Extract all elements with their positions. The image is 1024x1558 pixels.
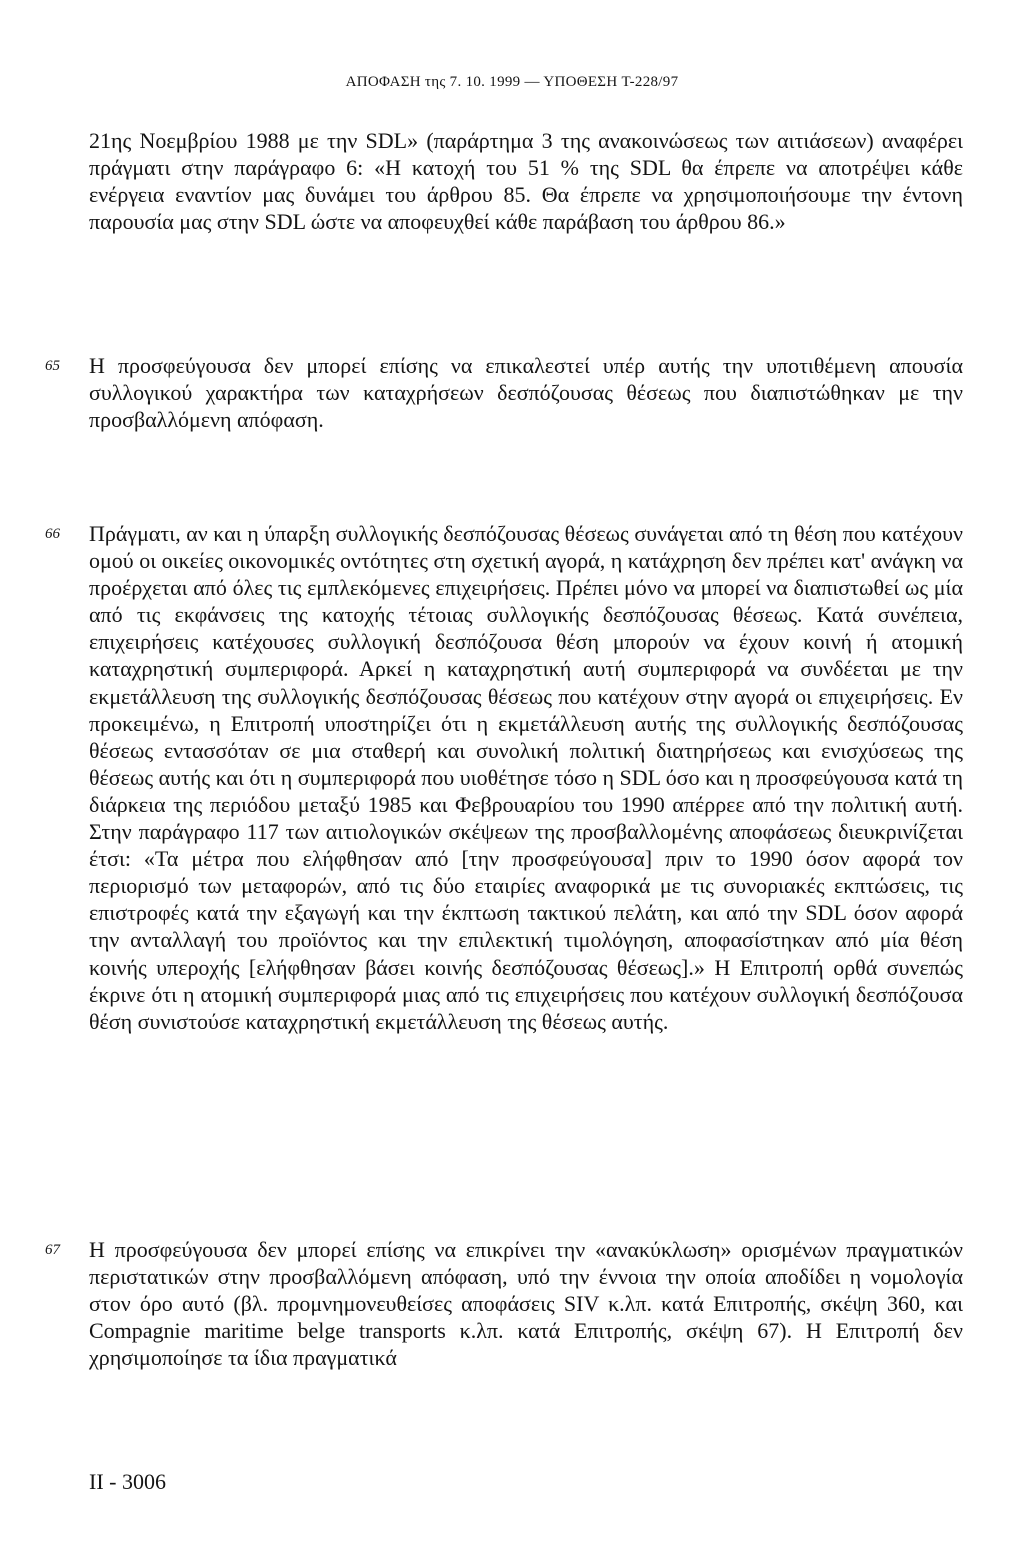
paragraph-65-text: Η προσφεύγουσα δεν μπορεί επίσης να επικαλεστεί υπέρ αυτής την υποτιθέμενη απουσία συλλογικού χαρακτήρα των καταχρήσεων δεσπόζουσας θέσεως που διαπιστώθηκαν με την προσβαλλόμενη απόφαση. [89,353,963,433]
paragraph-number-65: 65 [45,358,60,374]
paragraph-67-text: Η προσφεύγουσα δεν μπορεί επίσης να επικρίνει την «ανακύκλωση» ορισμένων πραγματικών περιστατικών στην προσβαλλόμενη απόφαση, υπό την έννοια την οποία αποδίδει η νομολογία στον όρο αυτό (βλ. προμνημονευθείσες αποφάσεις SIV κ.λπ. κατά Επιτροπής, σκέψη 360, και Compagnie maritime belge transports κ.λπ. κατά Επιτροπής, σκέψη 67). Η Επιτροπή δεν χρησιμοποίησε τα ίδια πραγματικά [89,1237,963,1371]
paragraph-number-67: 67 [45,1242,60,1258]
page-number: II - 3006 [89,1469,166,1494]
paragraph-number-66: 66 [45,526,60,542]
running-header: ΑΠΟΦΑΣΗ της 7. 10. 1999 — ΥΠΟΘΕΣΗ T-228/97 [345,74,679,90]
paragraph-66-text: Πράγματι, αν και η ύπαρξη συλλογικής δεσπόζουσας θέσεως συνάγεται από τη θέση που κατέχουν ομού οι οικείες οικονομικές οντότητες στη σχετική αγορά, η κατάχρηση δεν πρέπει κατ' ανάγκη να προέρχεται από όλες τις εμπλεκόμενες επιχειρήσεις. Πρέπει μόνο να μπορεί να διαπιστωθεί ως μία από τις εκφάνσεις της κατοχής τέτοιας συλλογικής δεσπόζουσας θέσεως. Κατά συνέπεια, επιχειρήσεις κατέχουσες συλλογική δεσπόζουσα θέση μπορούν να έχουν κοινή ή ατομική καταχρηστική συμπεριφορά. Αρκεί η καταχρηστική αυτή συμπεριφορά να συνδέεται με την εκμετάλλευση της συλλογικής δεσπόζουσας θέσεως που κατέχουν στην αγορά οι επιχειρήσεις. Εν προκειμένω, η Επιτροπή υποστηρίζει ότι η εκμετάλλευση αυτής της συλλογικής δεσπόζουσας θέσεως εντασσόταν σε μια σταθερή και συνολική πολιτική διατηρήσεως και ενισχύσεως της θέσεως αυτής και ότι η συμπεριφορά που υιοθέτησε τόσο η SDL όσο και η προσφεύγουσα κατά τη διάρκεια της περιόδου μεταξύ 1985 και Φεβρουαρίου του 1990 απέρρεε από την πολιτική αυτή. Στην παράγραφο 117 των αιτιολογικών σκέψεων της προσβαλλομένης αποφάσεως διευκρινίζεται έτσι: «Τα μέτρα που ελήφθησαν από [την προσφεύγουσα] πριν το 1990 όσον αφορά τον περιορισμό των μεταφορών, από τις δύο εταιρίες αναφορικά με τις συνοριακές εκπτώσεις, τις επιστροφές κατά την εξαγωγή και την έκπτωση τακτικού πελάτη, και από την SDL όσον αφορά την ανταλλαγή του προϊόντος και την επιλεκτική τιμολόγηση, αποφασίστηκαν από μία θέση κοινής υπεροχής [ελήφθησαν βάσει κοινής δεσπόζουσας θέσεως].» Η Επιτροπή ορθά συνεπώς έκρινε ότι η ατομική συμπεριφορά μιας από τις επιχειρήσεις που κατέχουν συλλογική δεσπόζουσα θέση συνιστούσε καταχρηστική εκμετάλλευση της θέσεως αυτής. [89,521,963,1034]
quote-continuation: 21ης Νοεμβρίου 1988 με την SDL» (παράρτημα 3 της ανακοινώσεως των αιτιάσεων) αναφέρει πράγματι στην παράγραφο 6: «Η κατοχή του 51 % της SDL θα έπρεπε να αποτρέψει κάθε ενέργεια εναντίον μας δυνάμει του άρθρου 85. Θα έπρεπε να χρησιμοποιήσουμε την έντονη παρουσία μας στην SDL ώστε να αποφευχθεί κάθε παράβαση του άρθρου 86.» [89,128,963,235]
